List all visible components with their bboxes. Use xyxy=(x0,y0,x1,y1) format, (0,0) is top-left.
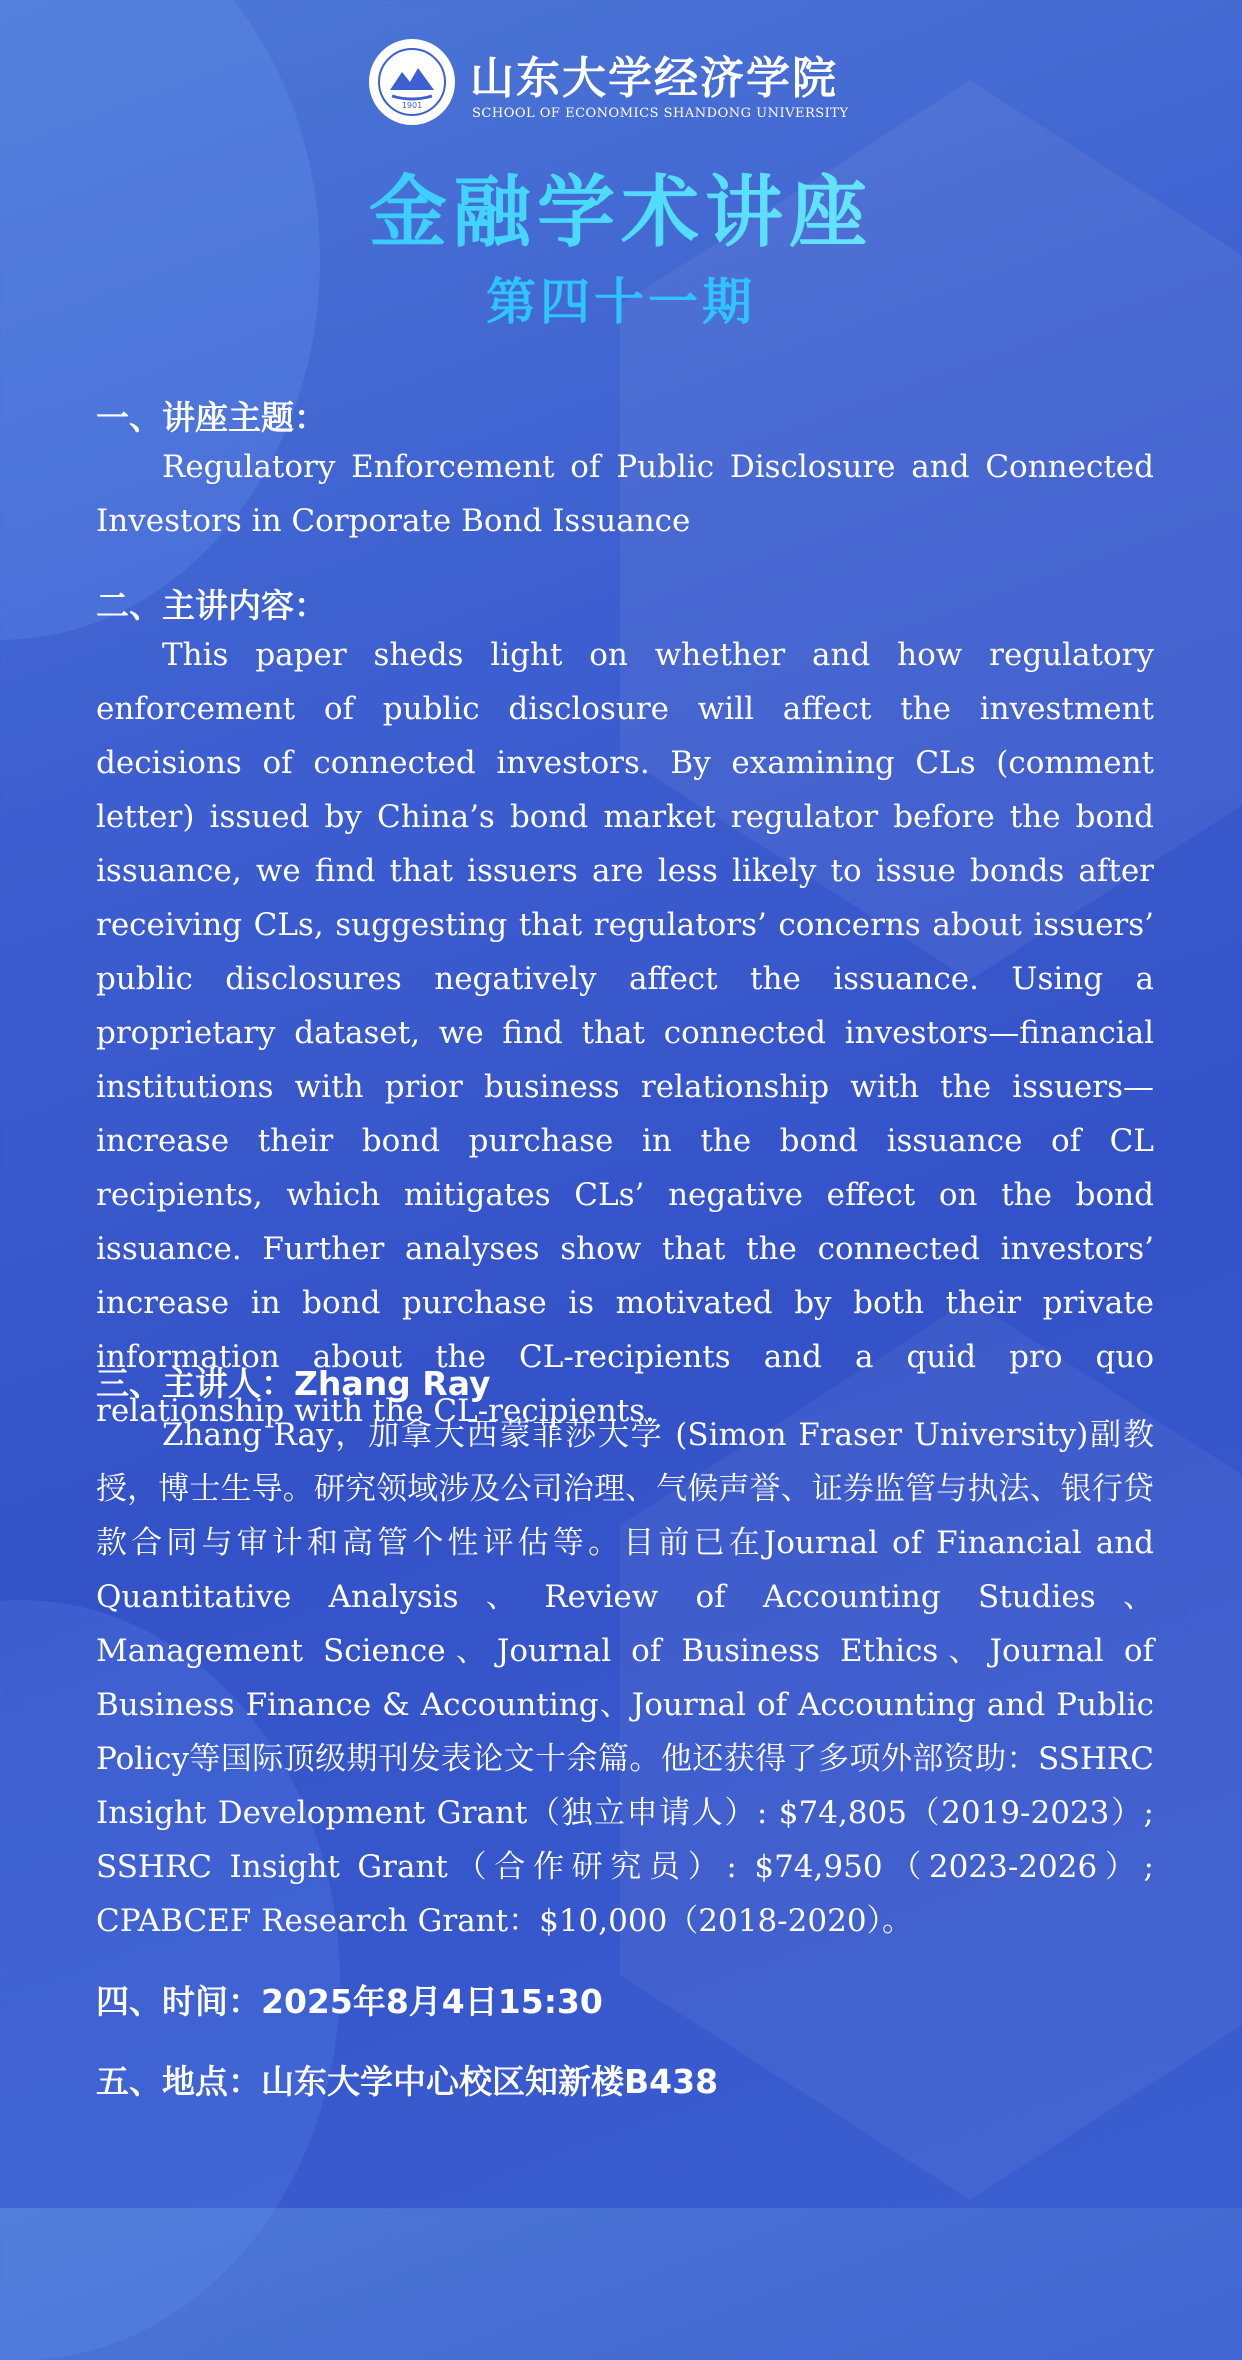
university-header xyxy=(0,36,1242,136)
svg-text:1901: 1901 xyxy=(401,101,423,110)
speaker-bio: Zhang Ray，加拿大西蒙菲莎大学 (Simon Fraser University)副教授，博士生导。研究领域涉及公司治理、气候声誉、证券监管与执法、银行贷款合同与审计和高管个性评估等。目前已在Journal of Financial and Quantitative Analysis、Review of Accounting Studies、Management Science、Journal of Business Ethics、Journal of Business Finance & Accounting、Journal of Accounting and Public Policy等国际顶级期刊发表论文十余篇。他还获得了多项外部资助：SSHRC Insight Development Grant（独立申请人）: $74,805（2019-2023）; SSHRC Insight Grant（合作研究员）: $74,950（2023-2026）; CPABCEF Research Grant：$10,000（2018-2020）。 xyxy=(96,1417,1154,1939)
lecture-series-title: 金融学术讲座 xyxy=(0,150,1242,262)
time-heading: 四、时间：2025年8月4日15:30 xyxy=(96,1982,603,2021)
university-seal-icon xyxy=(368,38,456,126)
content-heading: 二、主讲内容： xyxy=(96,586,327,625)
location-heading: 五、地点：山东大学中心校区知新楼B438 xyxy=(96,2062,719,2101)
topic-text: Regulatory Enforcement of Public Disclosure and Connected Investors in Corporate Bond Issuance xyxy=(96,449,1154,539)
speaker-heading: 三、主讲人：Zhang Ray xyxy=(96,1364,491,1403)
issue-number: 第四十一期 xyxy=(486,273,756,331)
school-english-name: SCHOOL OF ECONOMICS SHANDONG UNIVERSITY xyxy=(472,106,849,121)
university-name: 山东大学经济学院 xyxy=(470,53,838,104)
content-text: This paper sheds light on whether and how regulatory enforcement of public disclosure will affect the investment decisions of connected investors. By examining CLs (comment letter) issued by China’s bond market regulator before the bond issuance, we find that issuers are less likely to issue bonds after receiving CLs, suggesting that regulators’ concerns about issuers’ public disclosures negatively affect the issuance. Using a proprietary dataset, we find that connected investors—financial institutions with prior business relationship with the issuers—increase their bond purchase in the bond issuance of CL recipients, which mitigates CLs’ negative effect on the bond issuance. Further analyses show that the connected investors’ increase in bond purchase is motivated by both their private information about the CL-recipients and a quid pro quo relationship with the CL-recipients. xyxy=(96,637,1154,1429)
topic-heading: 一、讲座主题： xyxy=(96,398,327,437)
